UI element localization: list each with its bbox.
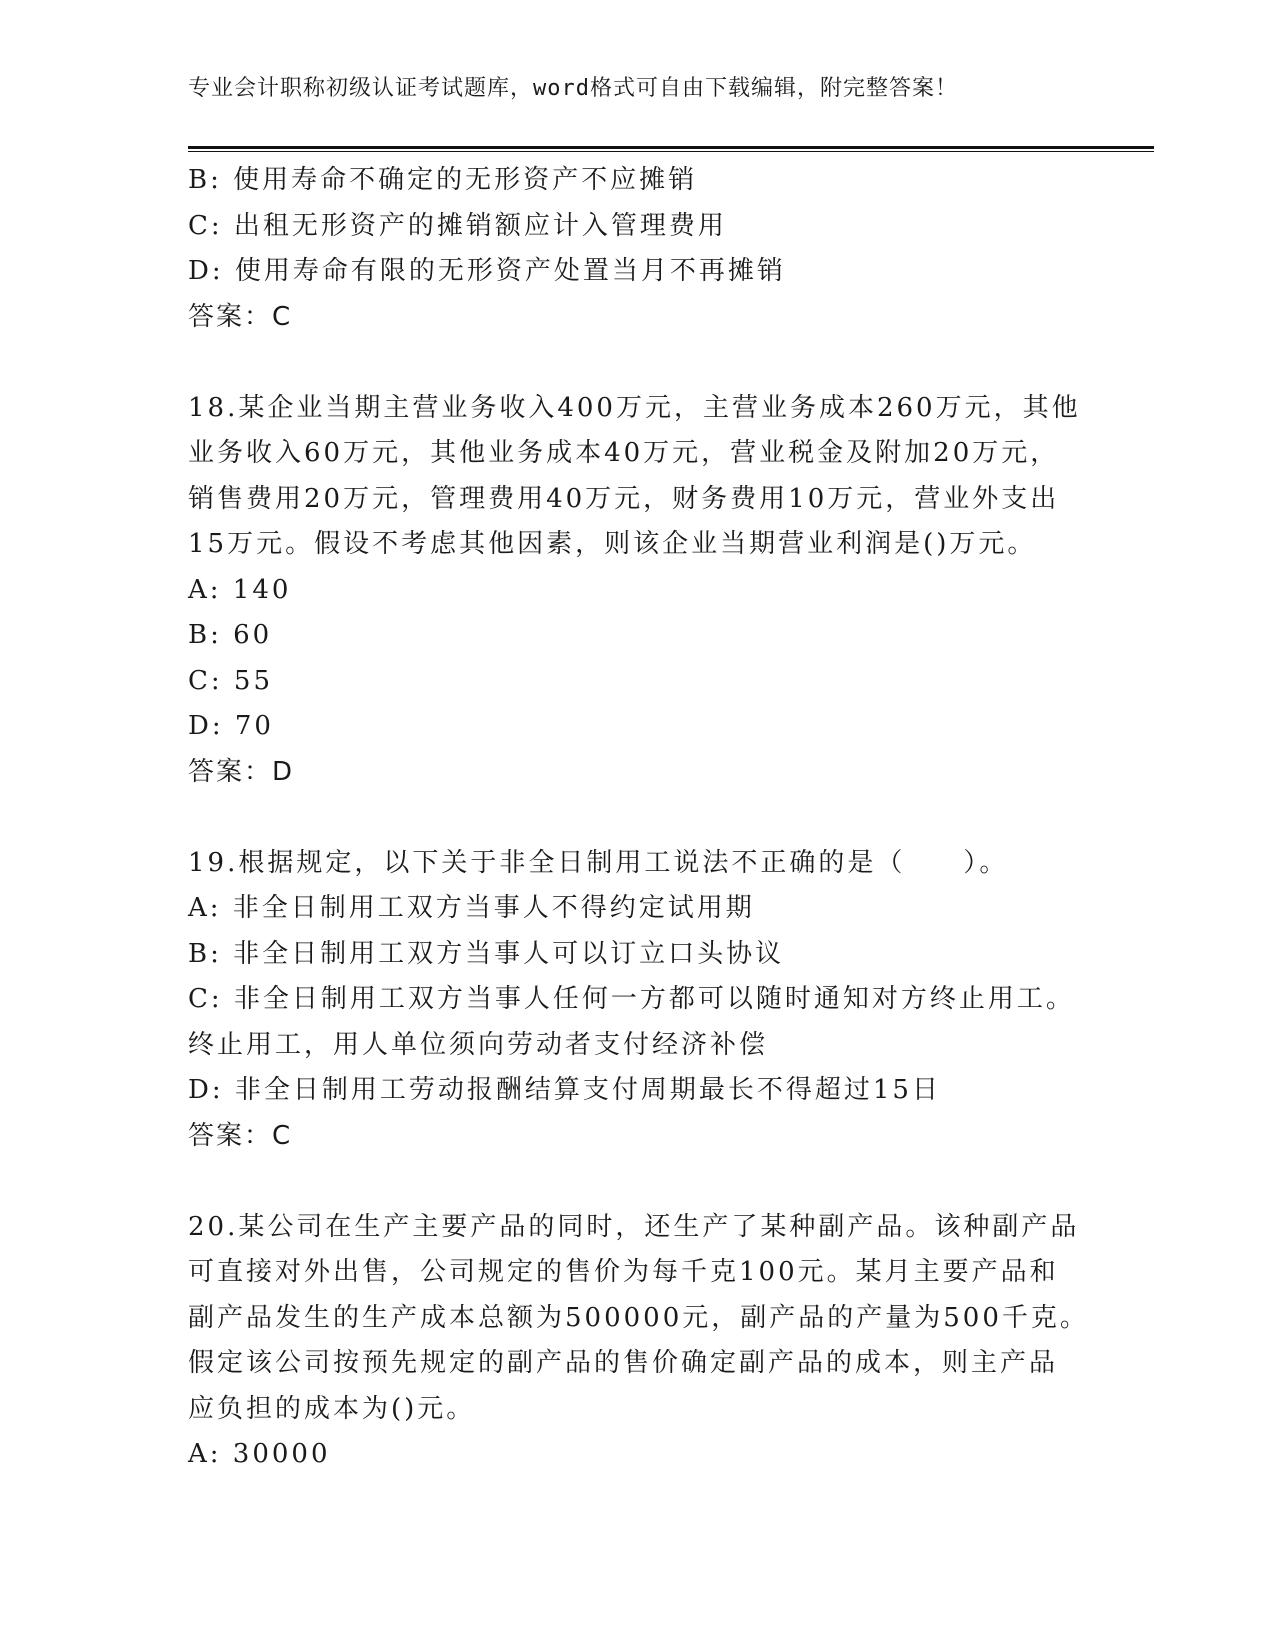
option-c: C: 出租无形资产的摊销额应计入管理费用 <box>188 210 727 241</box>
document-body <box>188 158 1088 1478</box>
option-c-continued: 终止用工，用人单位须向劳动者支付经济补偿 <box>188 1029 769 1060</box>
spacer <box>188 1159 1088 1205</box>
question-stem-line: 销售费用20万元，管理费用40万元，财务费用10万元，营业外支出 <box>188 483 1060 514</box>
answer-line: 答案：C <box>188 1120 293 1151</box>
option-a: A: 非全日制用工双方当事人不得约定试用期 <box>188 893 755 923</box>
question-stem-line: 可直接对外出售，公司规定的售价为每千克100元。某月主要产品和 <box>188 1257 1059 1287</box>
option-d: D: 非全日制用工劳动报酬结算支付周期最长不得超过15日 <box>188 1075 941 1105</box>
option-c: C: 非全日制用工双方当事人任何一方都可以随时通知对方终止用工。 <box>188 984 1075 1014</box>
question-stem-line: 15万元。假设不考虑其他因素，则该企业当期营业利润是()万元。 <box>188 529 1037 559</box>
option-d: D: 70 <box>188 711 274 741</box>
question-stem-line: 18.某企业当期主营业务收入400万元，主营业务成本260万元，其他 <box>188 392 1081 423</box>
page-header: 专业会计职称初级认证考试题库，word格式可自由下载编辑，附完整答案！ <box>188 76 958 101</box>
answer-line: 答案：D <box>188 756 295 787</box>
answer-line: 答案：C <box>188 301 293 332</box>
option-a: A: 30000 <box>188 1439 331 1469</box>
option-d: D: 使用寿命有限的无形资产处置当月不再摊销 <box>188 256 786 286</box>
spacer <box>188 795 1088 841</box>
spacer <box>188 340 1088 386</box>
question-stem-line: 19.根据规定，以下关于非全日制用工说法不正确的是（ ）。 <box>188 847 1009 878</box>
option-c: C: 55 <box>188 665 274 696</box>
option-b: B: 60 <box>188 620 273 650</box>
question-stem-line: 假定该公司按预先规定的副产品的售价确定副产品的成本，则主产品 <box>188 1348 1059 1378</box>
option-a: A: 140 <box>188 574 292 605</box>
header-divider <box>188 146 1154 152</box>
question-20 <box>188 1205 1088 1478</box>
question-17-tail <box>188 158 1088 340</box>
question-stem-line: 副产品发生的生产成本总额为500000元，副产品的产量为500千克。 <box>188 1302 1089 1333</box>
question-19 <box>188 841 1088 1160</box>
question-stem-line: 应负担的成本为()元。 <box>188 1393 476 1424</box>
option-b: B: 非全日制用工双方当事人可以订立口头协议 <box>188 938 785 969</box>
question-stem-line: 业务收入60万元，其他业务成本40万元，营业税金及附加20万元， <box>188 438 1060 468</box>
question-stem-line: 20.某公司在生产主要产品的同时，还生产了某种副产品。该种副产品 <box>188 1211 1080 1242</box>
question-18 <box>188 386 1088 796</box>
option-b: B: 使用寿命不确定的无形资产不应摊销 <box>188 165 698 195</box>
